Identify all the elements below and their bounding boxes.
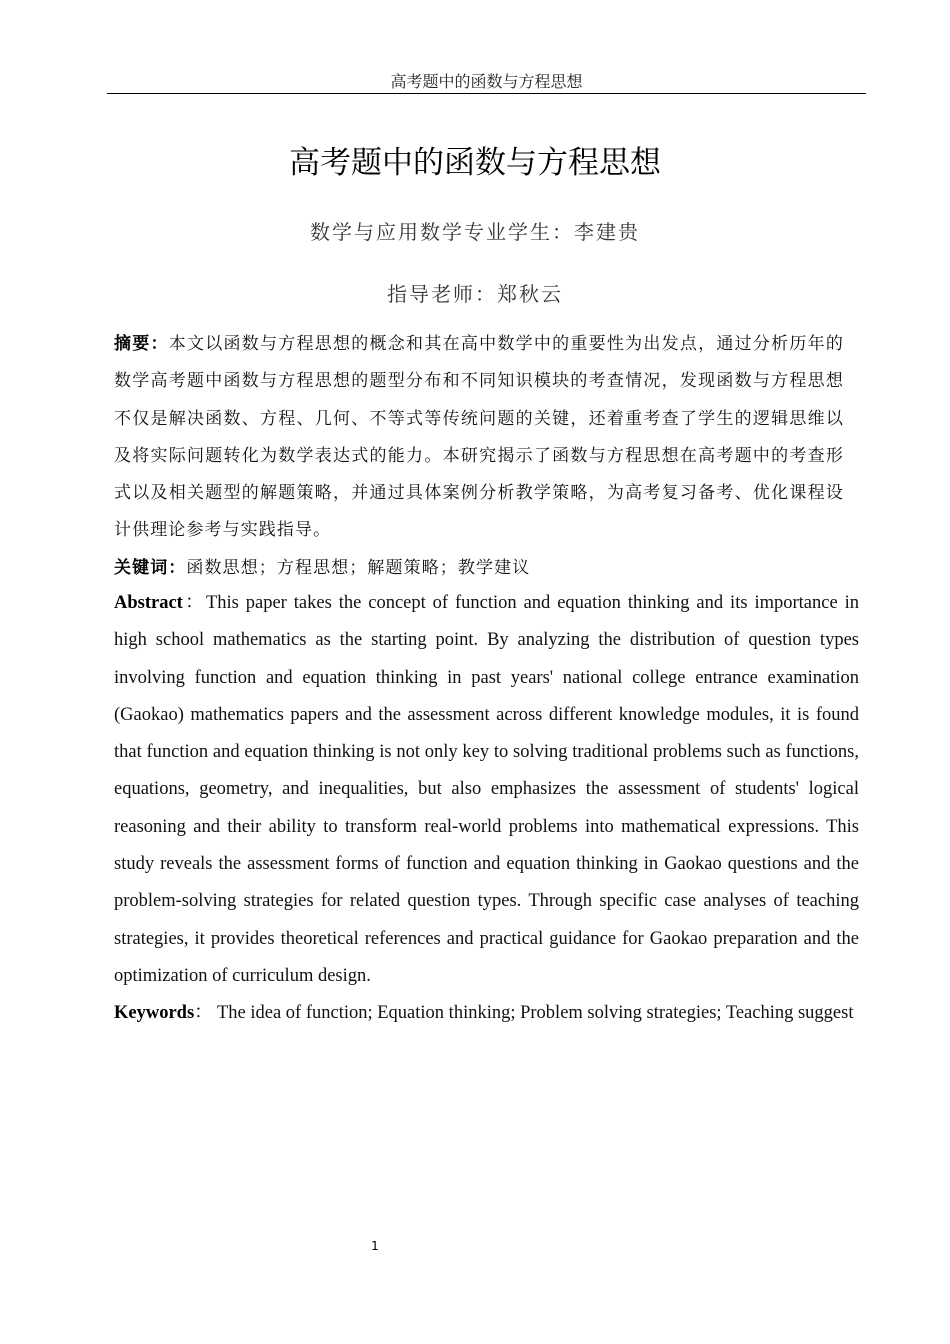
student-line: 数学与应用数学专业学生：李建贵 — [310, 220, 640, 244]
keywords-cn-label: 关键词： — [114, 558, 187, 578]
abstract-cn — [114, 326, 844, 550]
running-header: 高考题中的函数与方程思想 — [107, 70, 866, 94]
keywords-cn-text: 函数思想；方程思想；解题策略；教学建议 — [186, 558, 531, 578]
paper-title: 高考题中的函数与方程思想 — [289, 145, 661, 181]
abstract-en-separator: ： — [182, 593, 206, 613]
abstract-en-text: This paper takes the concept of function and equation thinking and its importance in high school mathematics as the starting point. By analyzing the distribution of question types involving function and equation thinking in past years' national college entrance examination (Gaokao) mathematics papers and the assessment across different knowledge modules, it is found that function and equation thinking is not only key to solving traditional problems such as functions, equations, geometry, and inequalities, but also emphasizes the assessment of students' logical reasoning and their ability to transform real-world problems into mathematical expressions. This study reveals the assessment forms of function and equation thinking in Gaokao questions and the problem-solving strategies for related question types. Through specific case analyses of teaching strategies, it provides theoretical references and practical guidance for Gaokao preparation and the optimization of curriculum design. — [114, 593, 859, 986]
keywords-en — [114, 995, 859, 1075]
keywords-cn — [114, 550, 844, 584]
abstract-cn-label: 摘要： — [114, 334, 169, 354]
abstract-cn-text: 本文以函数与方程思想的概念和其在高中数学中的重要性为出发点，通过分析历年的数学高考题中函数与方程思想的题型分布和不同知识模块的考查情况，发现函数与方程思想不仅是解决函数、方程、几何、不等式等传统问题的关键，还着重考查了学生的逻辑思维以及将实际问题转化为数学表达式的能力。本研究揭示了函数与方程思想在高考题中的考查形式以及相关题型的解题策略，并通过具体案例分析教学策略，为高考复习备考、优化课程设计供理论参考与实践指导。 — [114, 334, 844, 541]
keywords-en-label: Keywords — [114, 1003, 195, 1023]
page-number: 1 — [371, 1239, 379, 1253]
keywords-en-text: The idea of function; Equation thinking; Problem solving strategies; Teaching suggest — [216, 1003, 854, 1023]
abstract-en — [114, 585, 859, 995]
advisor-line: 指导老师：郑秋云 — [387, 282, 563, 306]
keywords-en-separator: ： — [194, 1003, 213, 1023]
abstract-en-label: Abstract — [114, 593, 183, 613]
